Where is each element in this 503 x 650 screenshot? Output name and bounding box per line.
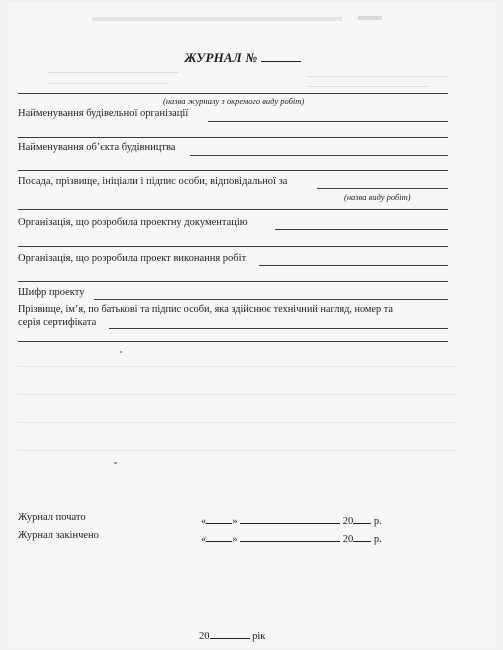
- work-type-note: (назва виду робіт): [344, 192, 411, 202]
- responsible-person-line-2[interactable]: [18, 209, 448, 210]
- finished-century: 20: [342, 534, 354, 545]
- journal-finished-row: [18, 530, 99, 541]
- started-day-blank[interactable]: [206, 512, 232, 524]
- scan-speck: [120, 351, 122, 353]
- journal-finished-label: Журнал закінчено: [18, 530, 99, 541]
- bottom-year-blank[interactable]: [210, 627, 250, 639]
- supervisor-label-line2: серія сертифіката: [18, 317, 97, 328]
- journal-title: [8, 49, 478, 66]
- finished-year-suffix: р.: [373, 534, 382, 545]
- show-through-line: [48, 72, 178, 73]
- show-through-line: [358, 16, 382, 20]
- show-through-line: [18, 394, 458, 395]
- supervisor-line-2[interactable]: [18, 341, 448, 342]
- finished-month-blank[interactable]: [240, 530, 340, 542]
- responsible-person-line[interactable]: [317, 188, 448, 189]
- construction-org-line[interactable]: [208, 121, 448, 122]
- supervisor-line[interactable]: [109, 328, 448, 329]
- journal-form-page: [8, 2, 496, 648]
- finished-day-blank[interactable]: [206, 530, 232, 542]
- journal-name-line[interactable]: [18, 93, 448, 94]
- show-through-line: [18, 422, 458, 423]
- design-org-line[interactable]: [275, 229, 448, 230]
- show-through-line: [18, 450, 458, 451]
- project-code-line[interactable]: [94, 299, 448, 300]
- bottom-year-word: рік: [252, 631, 266, 642]
- journal-started-row: [18, 512, 86, 523]
- responsible-person-label: Посада, прізвище, ініціали і підпис особи, відповідальної за: [18, 176, 288, 187]
- show-through-line: [308, 76, 448, 77]
- show-through-line: [308, 86, 428, 87]
- quote-open: «: [201, 534, 207, 545]
- construction-org-label: Найменування будівельної організації: [18, 108, 189, 119]
- scan-speck: [114, 462, 117, 464]
- started-year-blank[interactable]: [353, 512, 371, 524]
- object-name-label: Найменування об’єкта будівництва: [18, 142, 176, 153]
- design-org-line-2[interactable]: [18, 246, 448, 247]
- journal-started-date: [201, 512, 382, 527]
- journal-name-note: (назва журналу з окремого виду робіт): [163, 96, 305, 106]
- started-month-blank[interactable]: [240, 512, 340, 524]
- quote-close: »: [232, 534, 238, 545]
- started-century: 20: [342, 516, 354, 527]
- bottom-century: 20: [199, 631, 210, 642]
- work-plan-org-label: Організація, що розробила проект виконання робіт: [18, 253, 247, 264]
- supervisor-label-line1: Прізвище, ім’я, по батькові та підпис особи, яка здійснює технічний нагляд, номер та: [18, 304, 393, 315]
- show-through-line: [92, 17, 342, 21]
- bottom-year: [199, 627, 265, 642]
- work-plan-org-line[interactable]: [259, 265, 448, 266]
- journal-number-blank[interactable]: [261, 49, 301, 62]
- journal-finished-date: [201, 530, 382, 545]
- construction-org-line-2[interactable]: [18, 137, 448, 138]
- design-org-label: Організація, що розробила проектну документацію: [18, 217, 248, 228]
- object-name-line-2[interactable]: [18, 170, 448, 171]
- show-through-line: [48, 83, 168, 84]
- finished-year-blank[interactable]: [353, 530, 371, 542]
- object-name-line[interactable]: [190, 155, 448, 156]
- project-code-label: Шифр проекту: [18, 287, 85, 298]
- work-plan-org-line-2[interactable]: [18, 281, 448, 282]
- show-through-line: [18, 366, 458, 367]
- quote-open: «: [201, 516, 207, 527]
- quote-close: »: [232, 516, 238, 527]
- started-year-suffix: р.: [373, 516, 382, 527]
- journal-title-text: ЖУРНАЛ №: [184, 50, 258, 65]
- journal-started-label: Журнал почато: [18, 512, 86, 523]
